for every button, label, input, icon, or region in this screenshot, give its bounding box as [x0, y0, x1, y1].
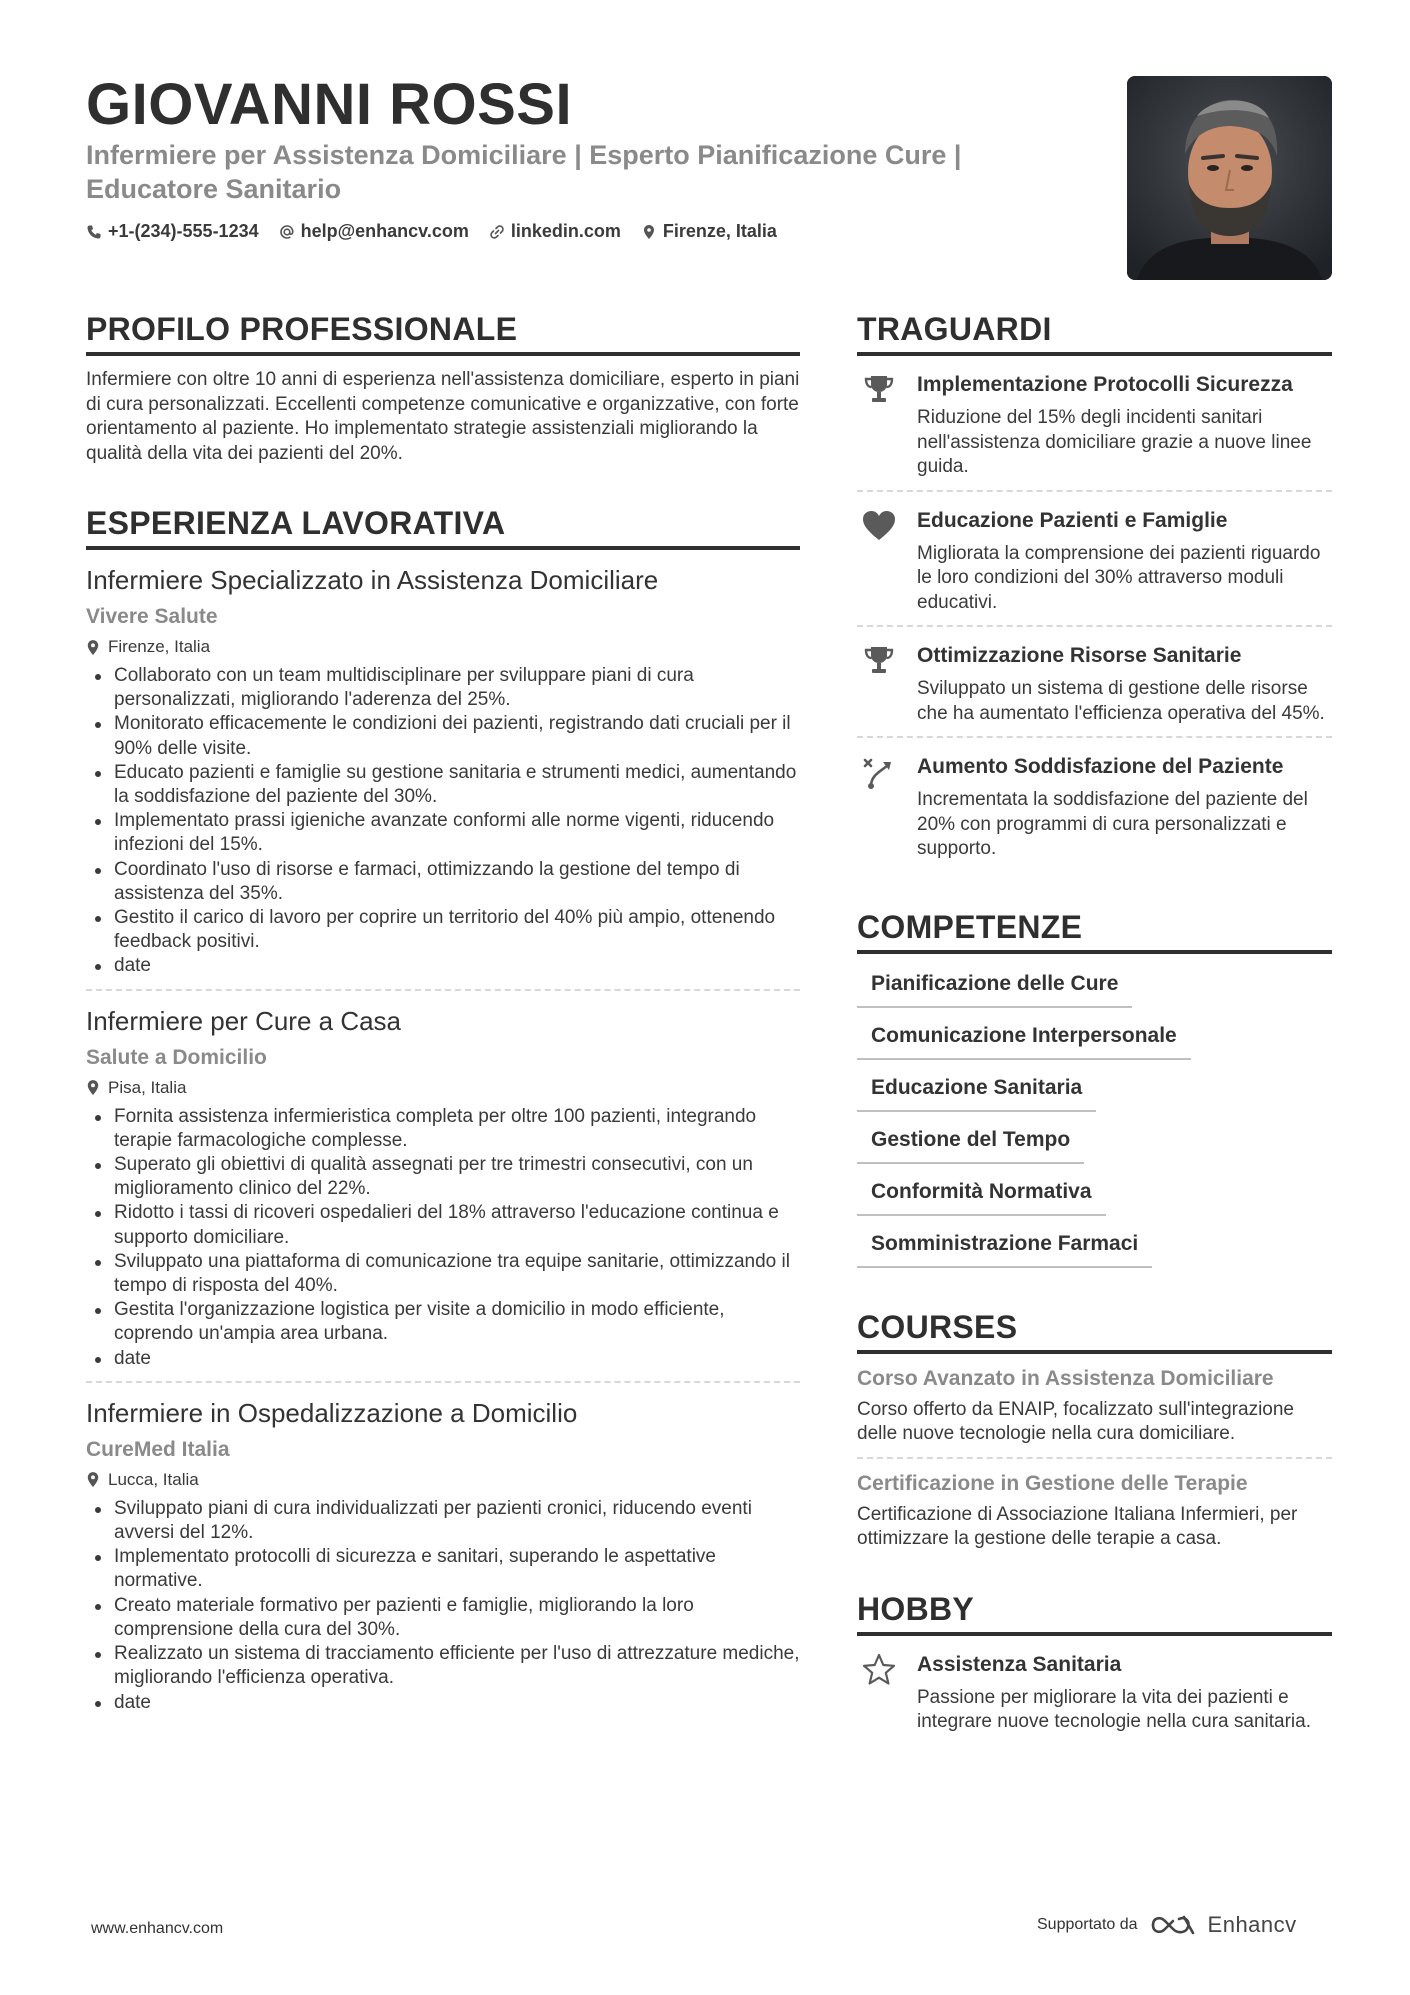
job-title: Infermiere per Cure a Casa: [86, 1005, 402, 1036]
experience-section: [86, 504, 800, 1715]
bullet-item: Educato pazienti e famiglie su gestione sanitaria e strumenti medici, aumentando la soddisfazione del paziente del 30%.: [86, 761, 800, 809]
course-item: [857, 1366, 1332, 1447]
hobby-title: HOBBY: [857, 1590, 1332, 1636]
phone-text: +1-(234)-555-1234: [108, 221, 259, 241]
course-desc: Certificazione di Associazione Italiana Infermieri, per ottimizzare la gestione delle terapie a casa.: [857, 1503, 1298, 1549]
heart-icon: [857, 508, 901, 616]
contact-bar: [86, 221, 777, 242]
location-pin-icon: [86, 639, 100, 656]
hobby-section: [857, 1590, 1332, 1745]
bullet-item: Monitorato efficacemente le condizioni dei pazienti, registrando dati cruciali per il 90% delle visite.: [86, 712, 800, 760]
achievement-title: Ottimizzazione Risorse Sanitarie: [917, 644, 1242, 667]
job-bullets: [86, 1497, 800, 1715]
achievement-body: [917, 754, 1332, 862]
skill-tag: Pianificazione delle Cure: [857, 964, 1132, 1008]
achievement-body: [917, 372, 1332, 480]
bullet-item: Creato materiale formativo per pazienti e famiglie, migliorando la loro comprensione della cura del 30%.: [86, 1594, 800, 1642]
bullet-item: date: [86, 1347, 800, 1371]
bullet-item: date: [86, 1691, 800, 1715]
bullet-item: Coordinato l'uso di risorse e farmaci, ottimizzando la gestione del tempo di assistenza del 35%.: [86, 858, 800, 906]
skills-title: COMPETENZE: [857, 908, 1332, 954]
trophy-icon: [857, 372, 901, 480]
bullet-item: Fornita assistenza infermieristica completa per oltre 100 pazienti, integrando terapie farmacologiche complesse.: [86, 1105, 800, 1153]
course-item: [857, 1471, 1332, 1552]
location-pin-icon: [86, 1471, 100, 1488]
achievements-title: TRAGUARDI: [857, 310, 1332, 356]
job-location: [86, 1077, 800, 1099]
achievement-desc: Migliorata la comprensione dei pazienti riguardo le loro condizioni del 30% attraverso moduli educativi.: [917, 542, 1321, 613]
courses-section: [857, 1308, 1332, 1552]
candidate-name: GIOVANNI ROSSI: [86, 72, 573, 137]
achievement-title: Implementazione Protocolli Sicurezza: [917, 373, 1293, 396]
achievement-desc: Incrementata la soddisfazione del paziente del 20% con programmi di cura personalizzati e supporto.: [917, 789, 1308, 859]
location-text: Firenze, Italia: [108, 637, 211, 656]
achievement-desc: Sviluppato un sistema di gestione delle risorse che ha aumentato l'efficienza operativa del 45%.: [917, 678, 1325, 724]
company-name: CureMed Italia: [86, 1437, 230, 1461]
skill-tag: Somministrazione Farmaci: [857, 1224, 1152, 1268]
hobby-desc: Passione per migliorare la vita dei pazienti e integrare nuove tecnologie nella cura sanitaria.: [917, 1686, 1311, 1732]
summary-section: [86, 310, 800, 466]
achievement-title: Educazione Pazienti e Famiglie: [917, 508, 1228, 532]
link-icon: [489, 224, 505, 240]
job-bullets: [86, 1105, 800, 1371]
bullet-item: Ridotto i tassi di ricoveri ospedalieri del 18% attraverso l'educazione continua e supporto domiciliare.: [86, 1201, 800, 1249]
headline: Infermiere per Assistenza Domiciliare | Esperto Pianificazione Cure | Educatore Sanitario: [86, 140, 962, 204]
skills-list: [857, 964, 1332, 1268]
job-entry: [86, 1005, 800, 1383]
right-column: [857, 310, 1332, 1745]
achievement-body: [917, 508, 1332, 616]
divider: [857, 1457, 1332, 1459]
bullet-item: Sviluppato una piattaforma di comunicazione tra equipe sanitarie, ottimizzando il tempo di risposta del 40%.: [86, 1250, 800, 1298]
achievement-item: [857, 738, 1332, 872]
achievement-desc: Riduzione del 15% degli incidenti sanitari nell'assistenza domiciliare grazie a nuove linee guida.: [917, 407, 1312, 477]
powered-by-text: Supportato da: [1037, 1916, 1138, 1933]
company-name: Vivere Salute: [86, 605, 218, 628]
hobby-item: [857, 1636, 1332, 1745]
achievement-body: [917, 643, 1332, 726]
skill-tag: Conformità Normativa: [857, 1172, 1106, 1216]
hobby-body: [917, 1652, 1332, 1735]
course-desc: Corso offerto da ENAIP, focalizzato sull'integrazione delle nuove tecnologie nella cura domiciliare.: [857, 1398, 1294, 1444]
phone-icon: [86, 224, 102, 240]
achievement-title: Aumento Soddisfazione del Paziente: [917, 755, 1284, 778]
brand-name: Enhancv: [1207, 1912, 1297, 1937]
left-column: [86, 310, 800, 1715]
location-pin-icon: [641, 224, 657, 240]
location-text: Lucca, Italia: [108, 1469, 199, 1489]
bullet-item: Implementato prassi igieniche avanzate conformi alle norme vigenti, riducendo infezioni del 15%.: [86, 809, 800, 857]
course-title: Certificazione in Gestione delle Terapie: [857, 1471, 1248, 1495]
summary-text: Infermiere con oltre 10 anni di esperienza nell'assistenza domiciliare, esperto in piani di cura personalizzati. Eccellenti competenze comunicative e organizzative, con forte orientamento al paziente. Ho implementato strategie assistenziali migliorando la qualità della vita dei pazienti del 20%.: [86, 369, 800, 464]
job-location: [86, 1469, 800, 1491]
achievement-item: [857, 356, 1332, 490]
course-title: Corso Avanzato in Assistenza Domiciliare: [857, 1366, 1274, 1390]
bullet-item: Gestito il carico di lavoro per coprire un territorio del 40% più ampio, ottenendo feedback positivi.: [86, 906, 800, 954]
bullet-item: Superato gli obiettivi di qualità assegnati per tre trimestri consecutivi, con un miglioramento clinico del 22%.: [86, 1153, 800, 1201]
contact-email[interactable]: [279, 221, 469, 242]
portrait-image: [1127, 76, 1332, 280]
achievement-item: [857, 627, 1332, 736]
star-icon: [857, 1652, 901, 1735]
courses-title: COURSES: [857, 1308, 1332, 1354]
bullet-item: Implementato protocolli di sicurezza e sanitari, superando le aspettative normative.: [86, 1545, 800, 1593]
at-icon: [279, 224, 295, 240]
email-text: help@enhancv.com: [300, 221, 469, 241]
job-title: Infermiere in Ospedalizzazione a Domicilio: [86, 1397, 578, 1428]
skill-tag: Comunicazione Interpersonale: [857, 1016, 1191, 1060]
job-entry: [86, 564, 800, 991]
job-location: [86, 636, 800, 658]
divider: [86, 1381, 800, 1383]
contact-phone[interactable]: [86, 221, 259, 242]
skill-tag: Gestione del Tempo: [857, 1120, 1084, 1164]
contact-location: [641, 221, 777, 242]
bullet-item: date: [86, 954, 800, 978]
job-entry: [86, 1397, 800, 1715]
contact-linkedin[interactable]: [489, 221, 621, 242]
hobby-title-text: Assistenza Sanitaria: [917, 1652, 1122, 1676]
skills-section: [857, 908, 1332, 1268]
summary-title: PROFILO PROFESSIONALE: [86, 310, 800, 356]
achievement-item: [857, 492, 1332, 626]
achievements-section: [857, 310, 1332, 872]
bullet-item: Gestita l'organizzazione logistica per visite a domicilio in modo efficiente, coprendo un'ampia area urbana.: [86, 1298, 800, 1346]
footer-site-link[interactable]: www.enhancv.com: [91, 1920, 224, 1937]
location-text: Firenze, Italia: [662, 221, 777, 241]
trophy-icon: [857, 643, 901, 726]
profile-photo: [1127, 76, 1332, 280]
experience-title: ESPERIENZA LAVORATIVA: [86, 504, 800, 550]
bullet-item: Realizzato un sistema di tracciamento efficiente per l'uso di attrezzature mediche, migliorando l'efficienza operativa.: [86, 1642, 800, 1690]
company-name: Salute a Domicilio: [86, 1045, 267, 1069]
job-title: Infermiere Specializzato in Assistenza Domiciliare: [86, 565, 659, 595]
skill-tag: Educazione Sanitaria: [857, 1068, 1096, 1112]
job-bullets: [86, 664, 800, 979]
linkedin-text: linkedin.com: [510, 221, 621, 241]
location-text: Pisa, Italia: [108, 1077, 187, 1097]
enhancv-logo-icon: [1150, 1912, 1196, 1938]
strategy-icon: [857, 754, 901, 862]
bullet-item: Collaborato con un team multidisciplinare per sviluppare piani di cura personalizzati, migliorando l'aderenza del 25%.: [86, 664, 800, 712]
footer-branding: [1037, 1912, 1297, 1938]
location-pin-icon: [86, 1079, 100, 1096]
bullet-item: Sviluppato piani di cura individualizzati per pazienti cronici, riducendo eventi avversi del 12%.: [86, 1497, 800, 1545]
divider: [86, 989, 800, 991]
